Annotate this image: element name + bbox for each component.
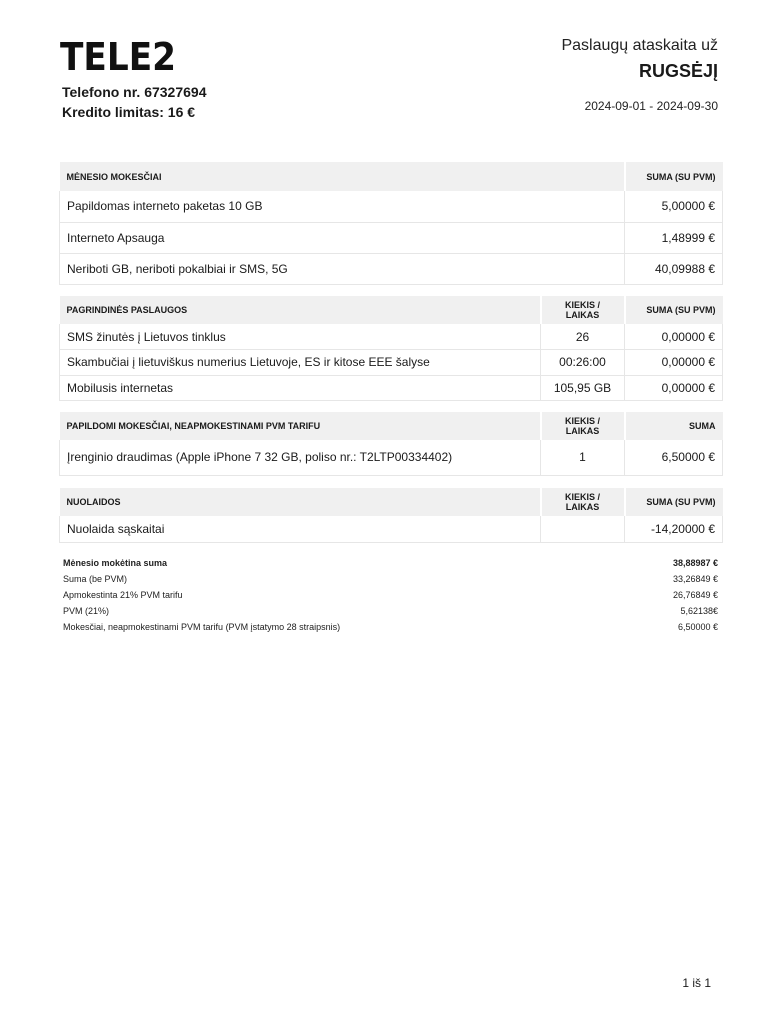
summary-value: 5,62138€ [680, 606, 718, 616]
credit-limit: Kredito limitas: 16 € [62, 104, 196, 120]
service-name: Papildomas interneto paketas 10 GB [60, 191, 625, 222]
phone-number: Telefono nr. 67327694 [62, 84, 207, 100]
discount-amount: -14,20000 € [625, 516, 723, 542]
extra-fees-table [59, 412, 723, 476]
service-name: Neriboti GB, neriboti pokalbiai ir SMS, 5G [60, 253, 625, 284]
service-amount: 1,48999 € [625, 222, 723, 253]
discount-name: Nuolaida sąskaitai [60, 516, 541, 542]
column-header-amount: SUMA (SU PVM) [625, 296, 723, 324]
table-row [60, 375, 723, 401]
service-amount: 6,50000 € [625, 440, 723, 475]
summary-row [63, 588, 718, 604]
table-row [60, 222, 723, 253]
service-name: Skambučiai į lietuviškus numerius Lietuvoje, ES ir kitose EEE šalyse [60, 350, 541, 376]
summary-label: Suma (be PVM) [63, 574, 128, 584]
discounts-table [59, 488, 723, 543]
column-header-name: PAPILDOMI MOKESČIAI, NEAPMOKESTINAMI PVM TARIFU [60, 412, 541, 440]
summary-value: 33,26849 € [672, 574, 718, 584]
column-header-qty: KIEKIS / LAIKAS [541, 296, 625, 324]
service-name: Įrenginio draudimas (Apple iPhone 7 32 GB, poliso nr.: T2LTP00334402) [60, 440, 541, 475]
summary-label: Mokesčiai, neapmokestinami PVM tarifu (PVM įstatymo 28 straipsnis) [63, 622, 341, 632]
table-row [60, 516, 723, 542]
discount-qty [541, 516, 625, 542]
service-amount: 0,00000 € [625, 350, 723, 376]
table-header [60, 412, 723, 440]
service-amount: 0,00000 € [625, 324, 723, 350]
summary-row [63, 620, 718, 636]
service-qty: 26 [541, 324, 625, 350]
report-title: Paslaugų ataskaita už [561, 37, 718, 54]
logo-text: TELE2 [60, 35, 176, 74]
summary-label: Mėnesio mokėtina suma [63, 558, 168, 568]
column-header-qty: KIEKIS / LAIKAS [541, 412, 625, 440]
table-row [60, 253, 723, 284]
table-row [60, 191, 723, 222]
column-header-qty: KIEKIS / LAIKAS [541, 488, 625, 516]
summary-row [63, 572, 718, 588]
monthly-fees-table [59, 162, 723, 285]
column-header-name: NUOLAIDOS [60, 488, 541, 516]
report-period: 2024-09-01 - 2024-09-30 [584, 99, 718, 113]
table-header [60, 488, 723, 516]
service-name: Mobilusis internetas [60, 375, 541, 401]
table-header [60, 296, 723, 324]
service-name: Interneto Apsauga [60, 222, 625, 253]
report-month: RUGSĖJĮ [638, 61, 718, 81]
summary-row-total [63, 556, 718, 572]
table-row [60, 350, 723, 376]
summary-label: PVM (21%) [63, 606, 110, 616]
summary-value: 26,76849 € [672, 590, 718, 600]
summary-label: Apmokestinta 21% PVM tarifu [63, 590, 183, 600]
table-row [60, 324, 723, 350]
service-qty: 00:26:00 [541, 350, 625, 376]
summary-value: 38,88987 € [672, 558, 718, 568]
summary-block [63, 556, 718, 636]
service-amount: 40,09988 € [625, 253, 723, 284]
service-amount: 0,00000 € [625, 375, 723, 401]
basic-services-table [59, 296, 723, 401]
column-header-amount: SUMA (SU PVM) [625, 162, 723, 191]
summary-row [63, 604, 718, 620]
service-qty: 105,95 GB [541, 375, 625, 401]
column-header-name: MĖNESIO MOKESČIAI [60, 162, 625, 191]
summary-value: 6,50000 € [677, 622, 718, 632]
tele2-logo [60, 30, 178, 74]
service-qty: 1 [541, 440, 625, 475]
column-header-amount: SUMA [625, 412, 723, 440]
page-number: 1 iš 1 [682, 976, 711, 990]
table-row [60, 440, 723, 475]
service-name: SMS žinutės į Lietuvos tinklus [60, 324, 541, 350]
table-header [60, 162, 723, 191]
column-header-amount: SUMA (SU PVM) [625, 488, 723, 516]
service-amount: 5,00000 € [625, 191, 723, 222]
column-header-name: PAGRINDINĖS PASLAUGOS [60, 296, 541, 324]
